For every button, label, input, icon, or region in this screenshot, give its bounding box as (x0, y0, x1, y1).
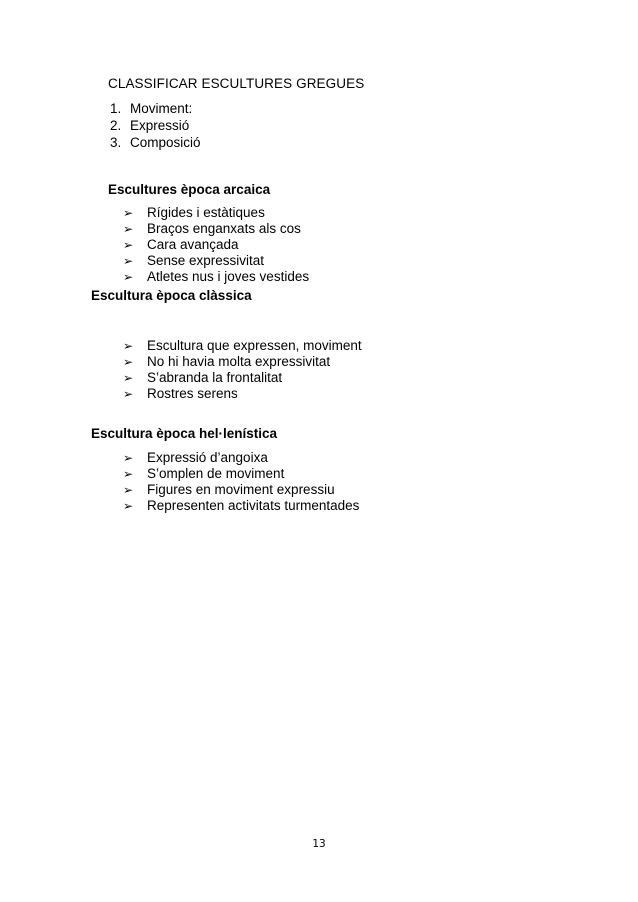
list-item (123, 482, 359, 498)
arrow-bullet-icon: ➢ (123, 270, 134, 284)
arrow-bullet-icon: ➢ (123, 254, 134, 268)
list-item-text: Representen activitats turmentades (147, 498, 360, 513)
criteria-text: Moviment: (130, 101, 193, 116)
list-item-text: S’omplen de moviment (147, 466, 285, 481)
list-item-text: Escultura que expressen, moviment (147, 338, 362, 353)
list-item-text: Sense expressivitat (147, 253, 265, 268)
arrow-bullet-icon: ➢ (123, 451, 134, 465)
list-item (123, 237, 309, 253)
classical-list (123, 338, 362, 402)
criteria-number: 2. (110, 118, 122, 133)
criteria-text: Composició (130, 135, 201, 150)
document-title: CLASSIFICAR ESCULTURES GREGUES (108, 76, 365, 91)
list-item-text: Rígides i estàtiques (147, 205, 265, 220)
list-item-text: Braços enganxats als cos (147, 221, 301, 236)
section-heading-archaic: Escultures època arcaica (108, 182, 271, 197)
list-item (123, 338, 362, 354)
arrow-bullet-icon: ➢ (123, 371, 134, 385)
arrow-bullet-icon: ➢ (123, 499, 134, 513)
arrow-bullet-icon: ➢ (123, 206, 134, 220)
criteria-text: Expressió (130, 118, 190, 133)
arrow-bullet-icon: ➢ (123, 355, 134, 369)
section-heading-hellenistic: Escultura època hel·lenística (91, 426, 278, 441)
arrow-bullet-icon: ➢ (123, 339, 134, 353)
criteria-number: 1. (110, 101, 122, 116)
list-item (123, 205, 309, 221)
criteria-list (110, 100, 201, 151)
list-item (123, 450, 359, 466)
criteria-item (110, 117, 201, 134)
list-item (123, 498, 359, 514)
arrow-bullet-icon: ➢ (123, 467, 134, 481)
page-number: 13 (312, 838, 326, 850)
list-item (123, 466, 359, 482)
hellenistic-list (123, 450, 359, 514)
list-item-text: Expressió d’angoixa (147, 450, 268, 465)
criteria-item (110, 134, 201, 151)
list-item-text: Cara avançada (147, 237, 239, 252)
list-item-text: S’abranda la frontalitat (147, 370, 283, 385)
list-item-text: Figures en moviment expressiu (147, 482, 335, 497)
list-item (123, 354, 362, 370)
criteria-item (110, 100, 201, 117)
list-item (123, 269, 309, 285)
list-item (123, 221, 309, 237)
arrow-bullet-icon: ➢ (123, 222, 134, 236)
arrow-bullet-icon: ➢ (123, 483, 134, 497)
list-item-text: Rostres serens (147, 386, 238, 401)
criteria-number: 3. (110, 135, 122, 150)
list-item (123, 253, 309, 269)
list-item-text: Atletes nus i joves vestides (147, 269, 310, 284)
list-item (123, 370, 362, 386)
archaic-list (123, 205, 309, 285)
arrow-bullet-icon: ➢ (123, 387, 134, 401)
arrow-bullet-icon: ➢ (123, 238, 134, 252)
list-item (123, 386, 362, 402)
section-heading-classical: Escultura època clàssica (91, 288, 252, 303)
list-item-text: No hi havia molta expressivitat (147, 354, 331, 369)
